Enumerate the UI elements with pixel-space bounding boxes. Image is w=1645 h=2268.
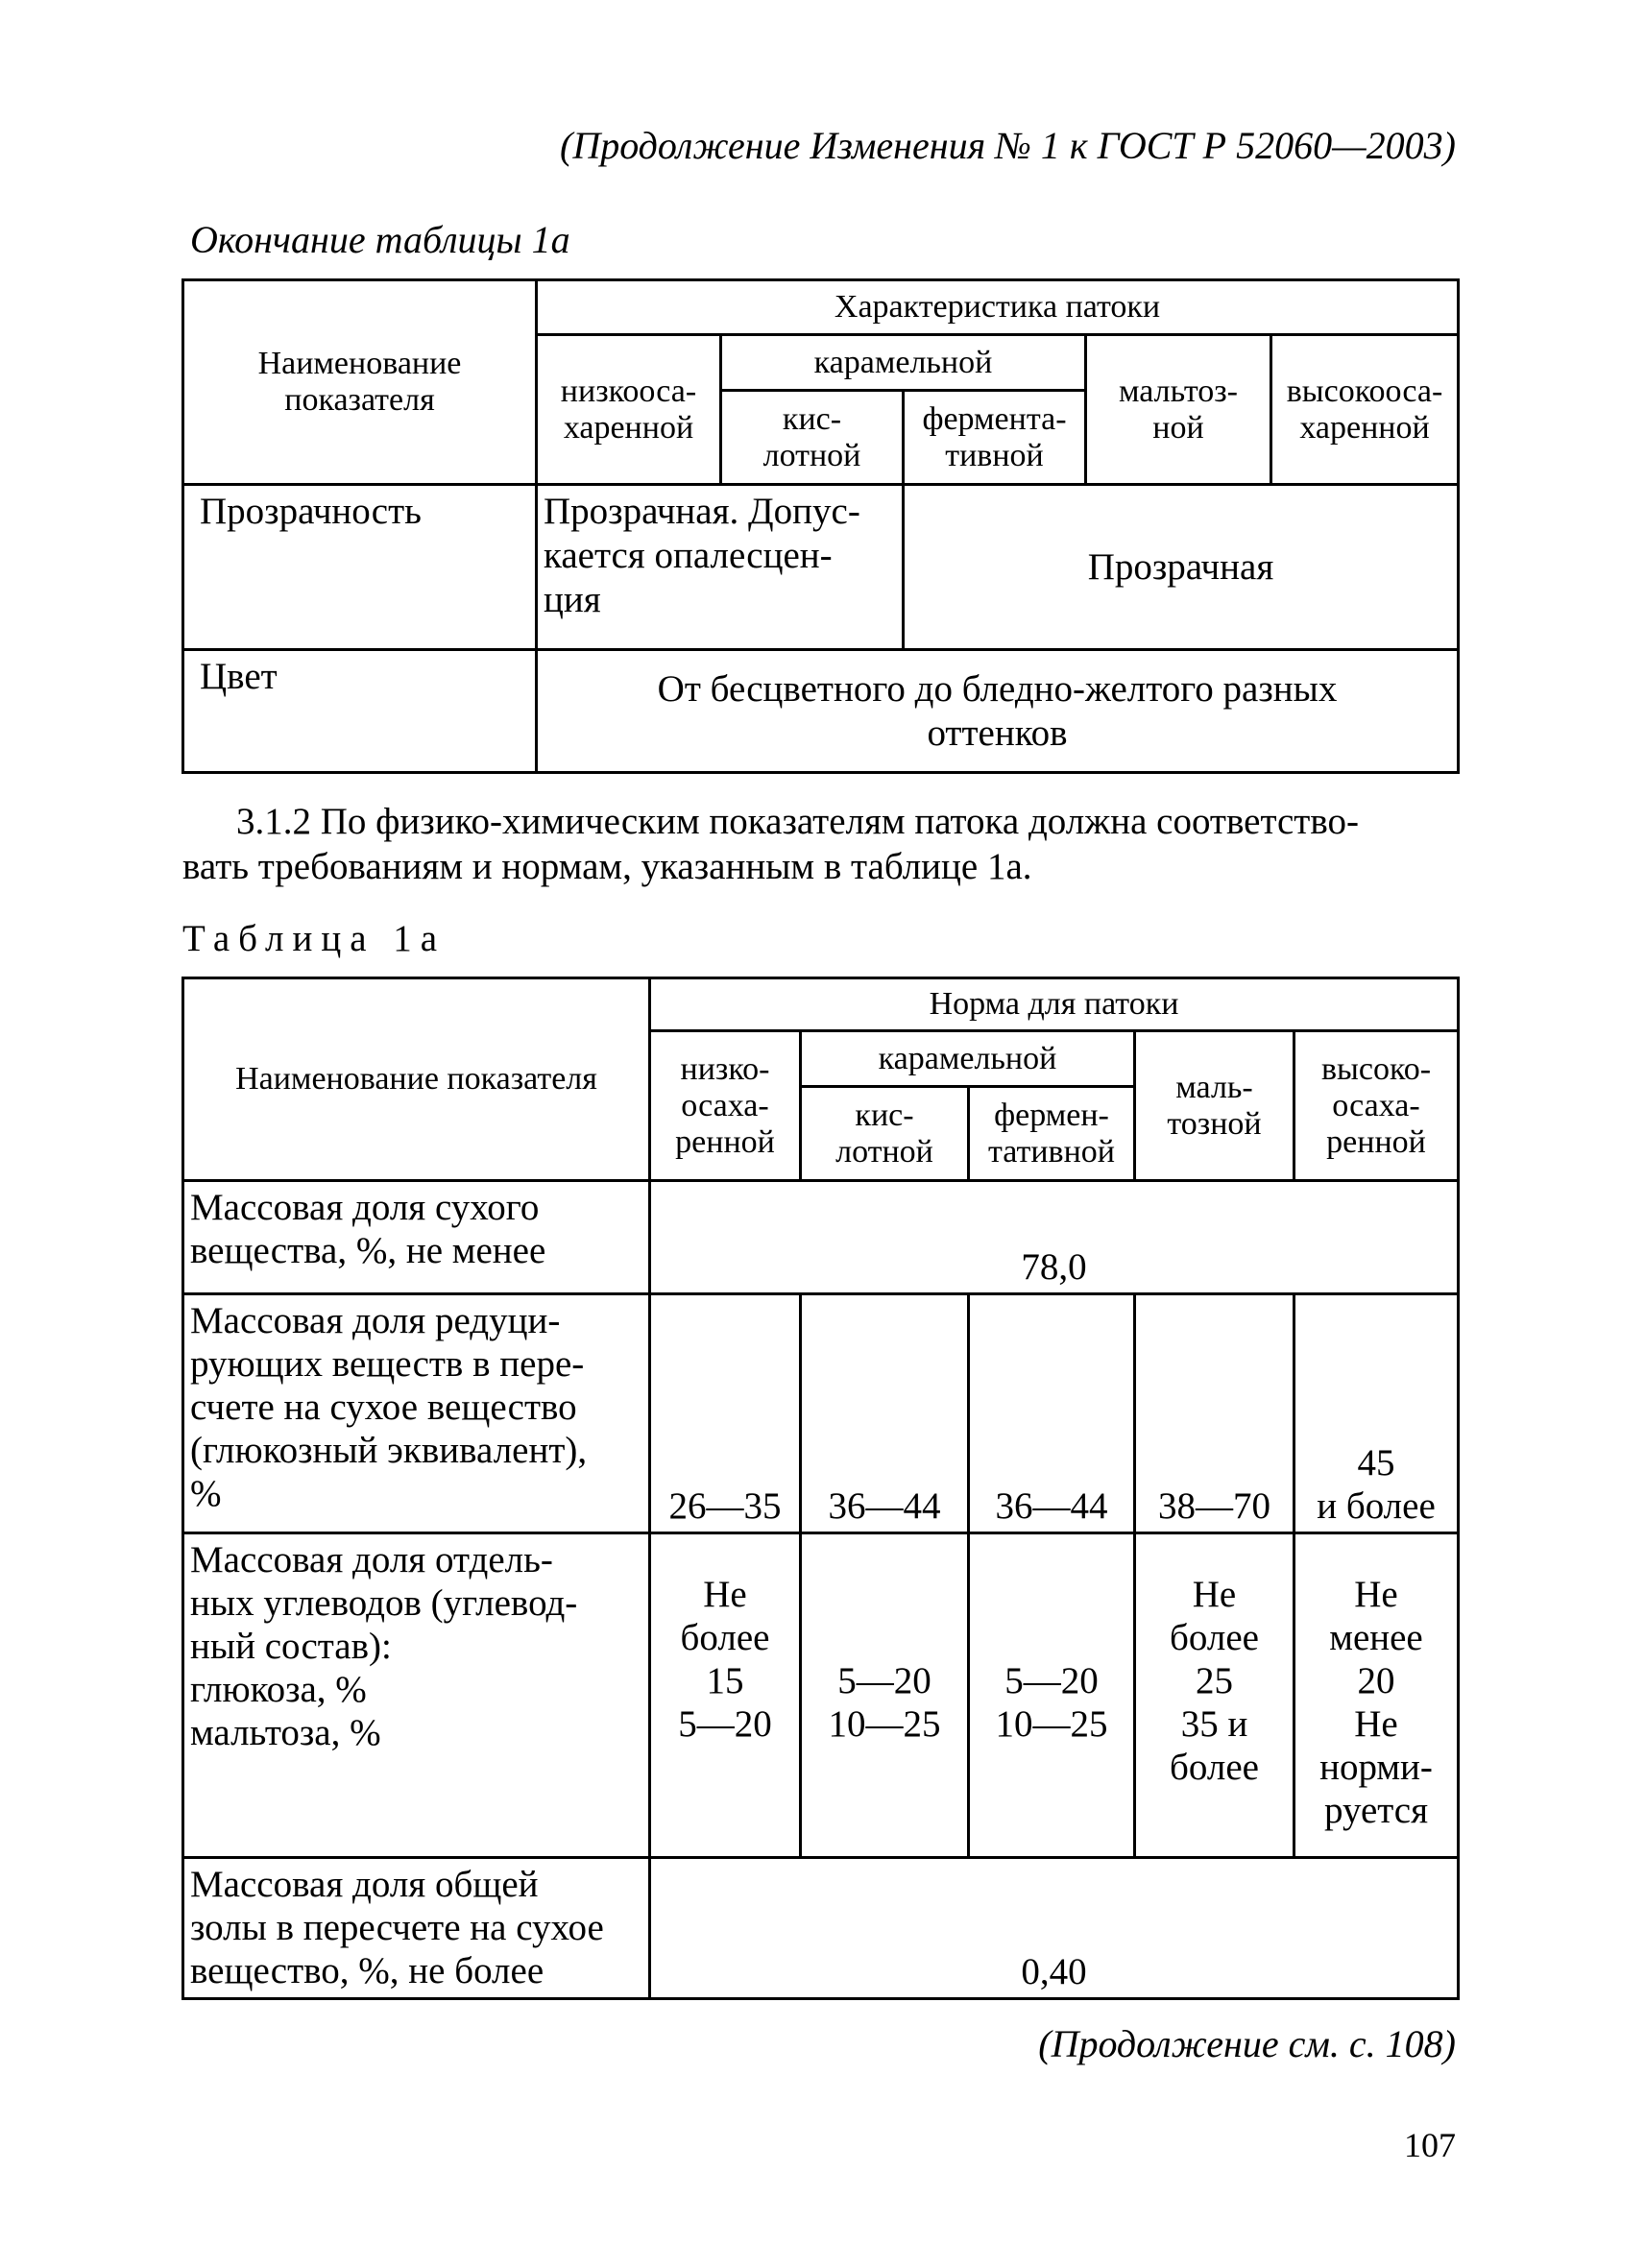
paragraph-line-1: 3.1.2 По физико-химическим показателям патока должна соответство-: [236, 801, 1359, 842]
col-acid: кис- лотной: [801, 1087, 969, 1181]
row-carbs-acid: 5—20 10—25: [801, 1533, 969, 1858]
continuation-header: (Продолжение Изменения № 1 к ГОСТ Р 52060—2003): [560, 124, 1456, 167]
table-1a: [181, 977, 1460, 2000]
row-color-name: Цвет: [183, 650, 537, 773]
row-reducing-acid: 36—44: [801, 1294, 969, 1533]
row-carbs-enzyme: 5—20 10—25: [969, 1533, 1135, 1858]
table-label: Таблица 1а: [182, 918, 447, 959]
row-transparency-name: Прозрачность: [183, 485, 537, 650]
row-reducing-low: 26—35: [650, 1294, 801, 1533]
paragraph-3-1-2: [182, 799, 1455, 889]
col-caramel: карамельной: [801, 1031, 1135, 1087]
col-enzyme: фермен- тативной: [969, 1087, 1135, 1181]
table-end-caption: Окончание таблицы 1а: [190, 218, 570, 261]
header-indicator-name: Наименование показателя: [183, 978, 650, 1181]
row-reducing-enzyme: 36—44: [969, 1294, 1135, 1533]
paragraph-line-2: вать требованиям и нормам, указанным в таблице 1а.: [182, 846, 1032, 887]
col-high: высокооса- харенной: [1271, 335, 1459, 485]
header-group: Характеристика патоки: [537, 280, 1459, 335]
row-carbs-maltose: Не более 25 35 и более: [1135, 1533, 1294, 1858]
page-number: 107: [1404, 2126, 1456, 2164]
col-caramel: карамельной: [721, 335, 1086, 391]
row-dry-matter-value: 78,0: [650, 1181, 1459, 1294]
header-indicator-name: Наименование показателя: [183, 280, 537, 485]
col-low: низко- осаха- ренной: [650, 1031, 801, 1181]
header-group: Норма для патоки: [650, 978, 1459, 1031]
table-1a-end: [181, 278, 1460, 774]
col-low: низкооса- харенной: [537, 335, 721, 485]
row-carbs-low: Не более 15 5—20: [650, 1533, 801, 1858]
row-carbs-name: Массовая доля отдель- ных углеводов (углевод- ный состав): глюкоза, % мальтоза, %: [183, 1533, 650, 1858]
row-color-value: От бесцветного до бледно-желтого разных оттенков: [537, 650, 1459, 773]
col-maltose: мальтоз- ной: [1086, 335, 1271, 485]
row-transparency-rest: Прозрачная: [904, 485, 1459, 650]
row-carbs-high: Не менее 20 Не норми- руется: [1294, 1533, 1459, 1858]
row-ash-value: 0,40: [650, 1858, 1459, 1999]
col-enzyme: фермента- тивной: [904, 391, 1086, 485]
row-reducing-name: Массовая доля редуци- рующих веществ в пере- счете на сухое вещество (глюкозный эквивалент), %: [183, 1294, 650, 1533]
row-reducing-maltose: 38—70: [1135, 1294, 1294, 1533]
row-ash-name: Массовая доля общей золы в пересчете на сухое вещество, %, не более: [183, 1858, 650, 1999]
col-acid: кис- лотной: [721, 391, 904, 485]
row-dry-matter-name: Массовая доля сухого вещества, %, не менее: [183, 1181, 650, 1294]
continuation-footer: (Продолжение см. с. 108): [1038, 2022, 1456, 2065]
col-maltose: маль- тозной: [1135, 1031, 1294, 1181]
row-reducing-high: 45 и более: [1294, 1294, 1459, 1533]
col-high: высоко- осаха- ренной: [1294, 1031, 1459, 1181]
row-transparency-low-acid: Прозрачная. Допус- кается опалесцен- ция: [537, 485, 904, 650]
